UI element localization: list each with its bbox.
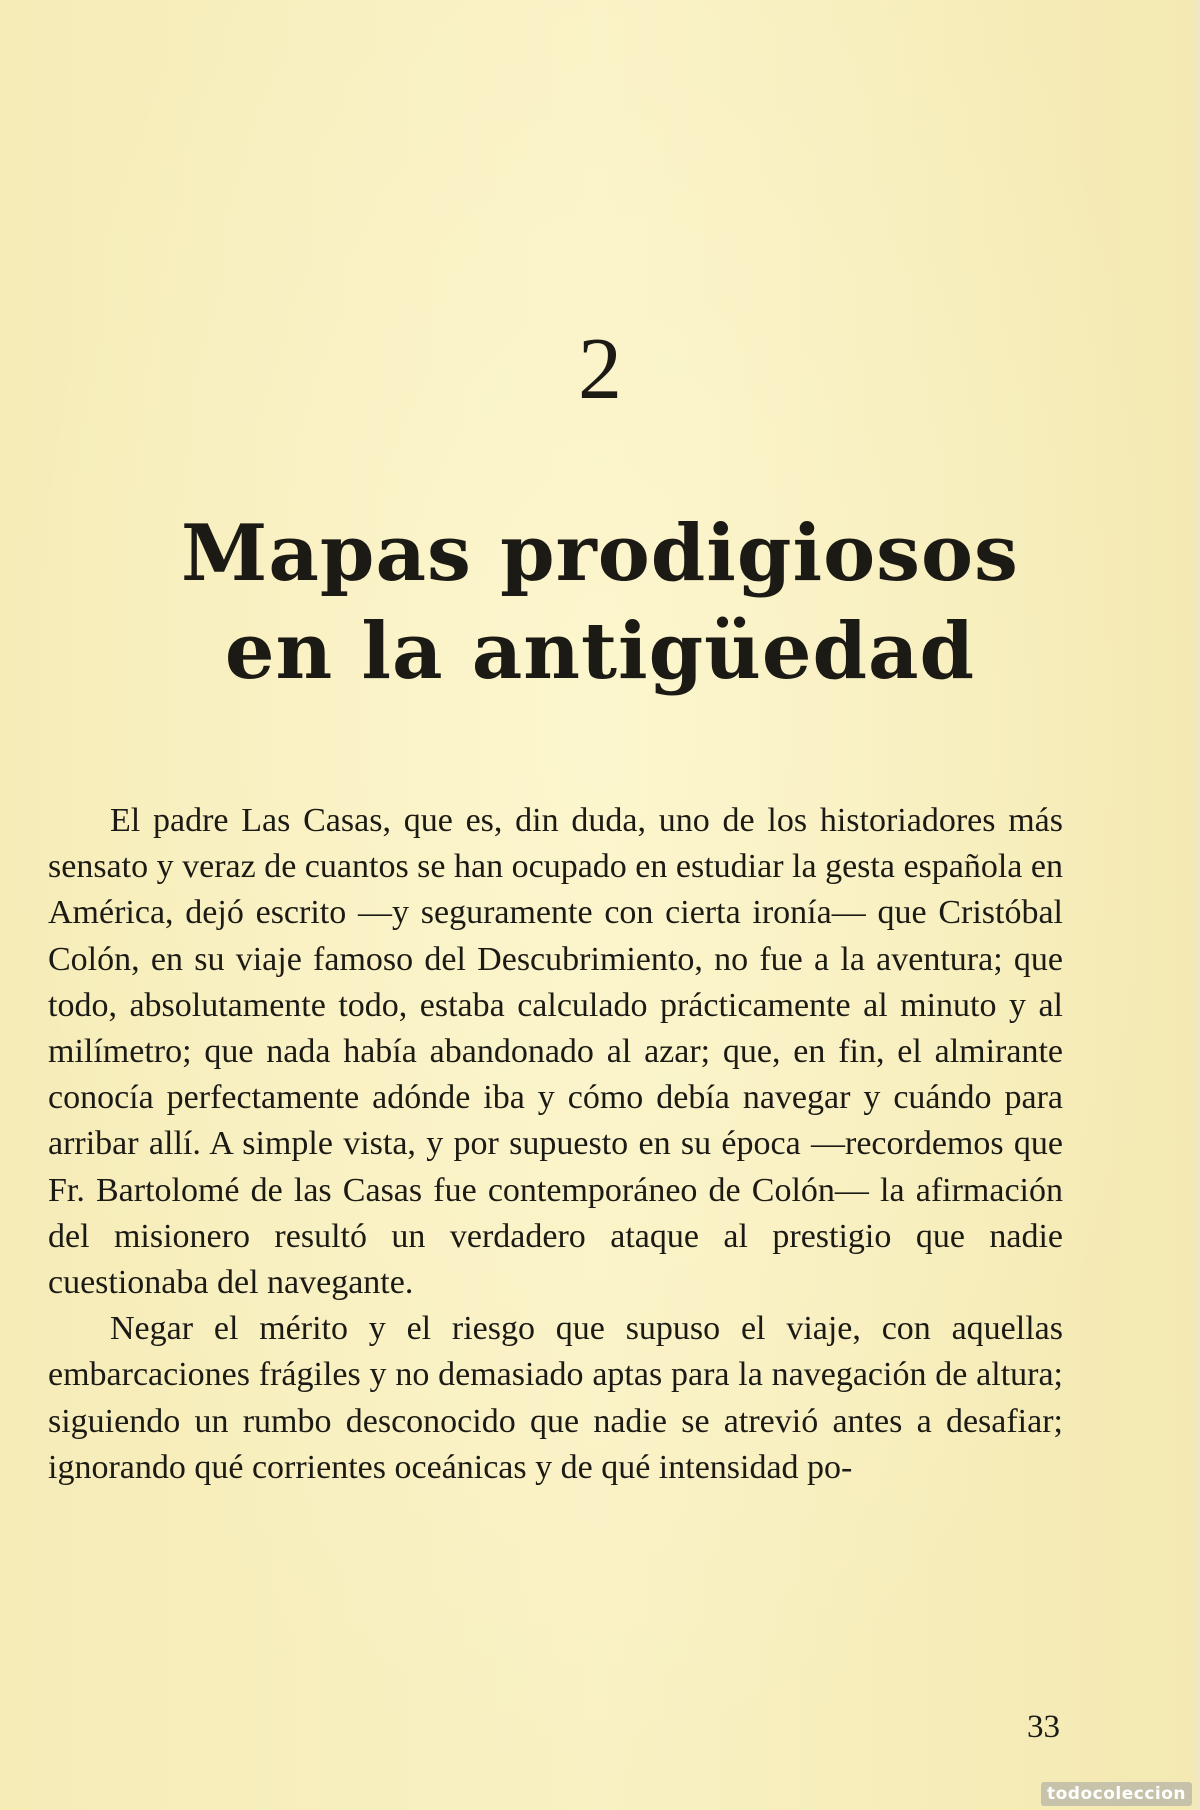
chapter-title	[80, 505, 1120, 701]
page-edge	[1190, 0, 1200, 1810]
body-text	[48, 798, 1063, 1491]
watermark-text: todocoleccion	[1046, 1784, 1186, 1804]
watermark-logo	[1041, 1782, 1192, 1806]
chapter-number: 2	[578, 321, 622, 418]
paragraph-1: El padre Las Casas, que es, din duda, uno de los historiadores más sensato y veraz de cuantos se han ocupado en estudiar la gesta española en América, dejó escrito —y seguramente con cierta ironía— que Cristóbal Colón, en su viaje famoso del Descubrimiento, no fue a la aventura; que todo, absolutamente todo, estaba calculado prácticamente al minuto y al milímetro; que nada había abandonado al azar; que, en fin, el almirante conocía perfectamente adónde iba y cómo debía navegar y cuándo para arribar allí. A simple vista, y por supuesto en su época —recordemos que Fr. Bartolomé de las Casas fue contemporáneo de Colón— la afirmación del misionero resultó un verdadero ataque al prestigio que nadie cuestionaba del navegante.	[48, 802, 1063, 1302]
chapter-title-line-2: en la antigüedad	[224, 606, 976, 697]
chapter-title-line-1: Mapas prodigiosos	[181, 508, 1019, 599]
page-number: 33	[1027, 1709, 1060, 1745]
paragraph-2: Negar el mérito y el riesgo que supuso el viaje, con aquellas embarcaciones frágiles y no demasiado aptas para la navegación de altura; siguiendo un rumbo desconocido que nadie se atrevió antes a desafiar; ignorando qué corrientes oceánicas y de qué intensidad po-	[48, 1310, 1063, 1486]
